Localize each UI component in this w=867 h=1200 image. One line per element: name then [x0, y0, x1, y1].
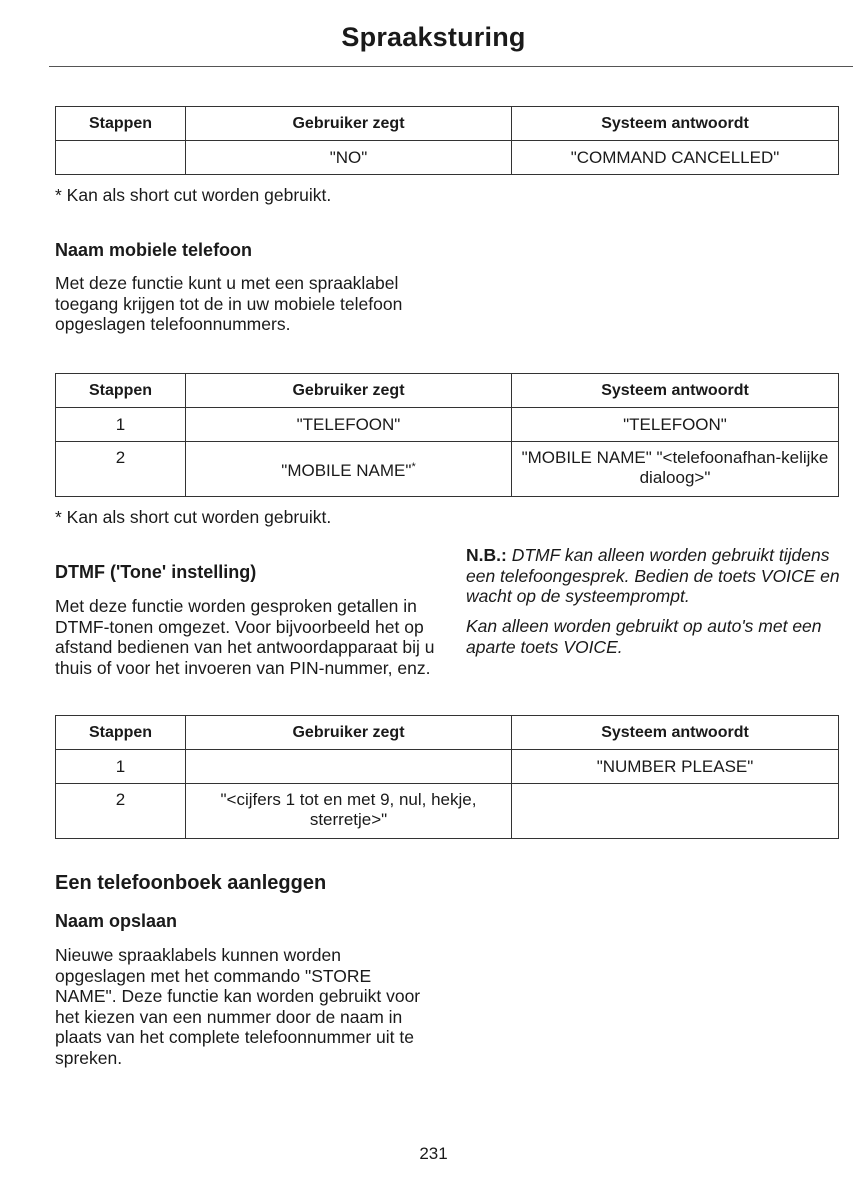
column-header-system-answers: Systeem antwoordt: [512, 716, 839, 750]
section-heading-phonebook: Een telefoonboek aanleggen: [55, 872, 327, 894]
table-row: [56, 750, 839, 784]
shortcut-note: * Kan als short cut worden gebruikt.: [55, 507, 332, 527]
shortcut-asterisk: *: [411, 461, 416, 473]
cell-system-answers: "TELEFOON": [512, 408, 839, 442]
table-header-row: [56, 374, 839, 408]
commands-table-mobile-name: [55, 373, 839, 497]
cell-user-says-text: "MOBILE NAME": [281, 461, 412, 480]
cell-step: 1: [56, 408, 186, 442]
cell-user-says: "NO": [186, 141, 512, 175]
column-header-user-says: Gebruiker zegt: [186, 374, 512, 408]
section-heading-dtmf: DTMF ('Tone' instelling): [55, 562, 257, 582]
table-row: [56, 141, 839, 175]
commands-table-dtmf: [55, 715, 839, 839]
subheading-store-name: Naam opslaan: [55, 911, 178, 931]
table-row: [56, 408, 839, 442]
cell-step: [56, 141, 186, 175]
note-text: DTMF kan alleen worden gebruikt tijdens een telefoongesprek. Bedien de toets VOICE en wacht op de systeemprompt.: [466, 545, 840, 606]
column-header-steps: Stappen: [56, 107, 186, 141]
shortcut-note: * Kan als short cut worden gebruikt.: [55, 185, 332, 205]
column-header-system-answers: Systeem antwoordt: [512, 374, 839, 408]
cell-step: 2: [56, 442, 186, 497]
page-title: Spraaksturing: [341, 22, 526, 52]
cell-user-says: [186, 442, 512, 497]
table-row: [56, 442, 839, 497]
column-header-system-answers: Systeem antwoordt: [512, 107, 839, 141]
section-body-store-name: Nieuwe spraaklabels kunnen worden opgeslagen met het commando "STORE NAME". Deze functie kan worden gebruikt voor het kiezen van een nummer door de naam in plaats van het complete telefoonnummer uit te spreken.: [55, 945, 421, 1068]
cell-system-answers: "NUMBER PLEASE": [512, 750, 839, 784]
cell-step: 1: [56, 750, 186, 784]
column-header-user-says: Gebruiker zegt: [186, 107, 512, 141]
section-body-dtmf: Met deze functie worden gesproken getallen in DTMF-tonen omgezet. Voor bijvoorbeeld het op afstand bedienen van het antwoordapparaat bij u thuis of voor het invoeren van PIN-nummer, enz.: [55, 596, 435, 678]
cell-user-says: [186, 750, 512, 784]
section-heading-mobile-name: Naam mobiele telefoon: [55, 240, 253, 260]
page-number: 231: [419, 1144, 448, 1163]
column-header-user-says: Gebruiker zegt: [186, 716, 512, 750]
table-header-row: [56, 107, 839, 141]
commands-table-cancel: [55, 106, 839, 175]
cell-system-answers: "COMMAND CANCELLED": [512, 141, 839, 175]
cell-user-says: "<cijfers 1 tot en met 9, nul, hekje, sterretje>": [186, 784, 512, 839]
dtmf-note: [466, 545, 841, 607]
cell-system-answers: [512, 784, 839, 839]
table-row: [56, 784, 839, 839]
section-body-mobile-name: Met deze functie kunt u met een spraaklabel toegang krijgen tot de in uw mobiele telefoon opgeslagen telefoonnummers.: [55, 273, 403, 334]
cell-system-answers: "MOBILE NAME" "<telefoonafhan-kelijke dialoog>": [512, 442, 839, 497]
header-divider: [49, 66, 853, 67]
column-header-steps: Stappen: [56, 374, 186, 408]
cell-step: 2: [56, 784, 186, 839]
column-header-steps: Stappen: [56, 716, 186, 750]
note-label: N.B.:: [466, 545, 507, 565]
table-header-row: [56, 716, 839, 750]
cell-user-says: "TELEFOON": [186, 408, 512, 442]
dtmf-note-voice-key: Kan alleen worden gebruikt op auto's met een aparte toets VOICE.: [466, 616, 822, 657]
